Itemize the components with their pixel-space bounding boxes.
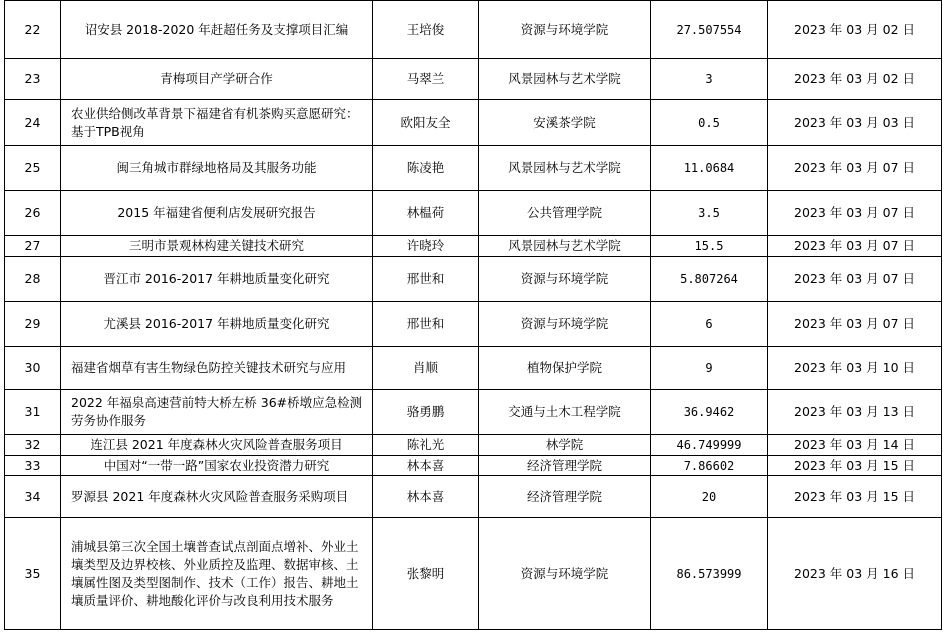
- table-row: [5, 456, 942, 476]
- table-row: [5, 59, 942, 100]
- date: 2023 年 03 月 07 日: [768, 191, 942, 236]
- project-title: 诏安县 2018-2020 年赶超任务及支撑项目汇编: [61, 1, 373, 59]
- college: 安溪茶学院: [479, 100, 651, 146]
- date: 2023 年 03 月 07 日: [768, 146, 942, 191]
- project-leader: 林本喜: [373, 476, 479, 518]
- amount: 3: [651, 59, 768, 100]
- row-number: 31: [5, 390, 61, 435]
- project-leader: 欧阳友全: [373, 100, 479, 146]
- amount: 46.749999: [651, 435, 768, 456]
- college: 资源与环境学院: [479, 302, 651, 347]
- project-title: 福建省烟草有害生物绿色防控关键技术研究与应用: [61, 347, 373, 390]
- project-title: 晋江市 2016-2017 年耕地质量变化研究: [61, 257, 373, 302]
- row-number: 27: [5, 236, 61, 257]
- table-row: [5, 302, 942, 347]
- row-number: 30: [5, 347, 61, 390]
- amount: 9: [651, 347, 768, 390]
- project-title: 2022 年福泉高速营前特大桥左桥 36#桥墩应急检测劳务协作服务: [61, 390, 373, 435]
- college: 资源与环境学院: [479, 257, 651, 302]
- project-leader: 林榅荷: [373, 191, 479, 236]
- college: 植物保护学院: [479, 347, 651, 390]
- project-leader: 张黎明: [373, 518, 479, 630]
- amount: 20: [651, 476, 768, 518]
- amount: 36.9462: [651, 390, 768, 435]
- project-title: 浦城县第三次全国土壤普查试点剖面点增补、外业土壤类型及边界校核、外业质控及监理、数据审核、土壤属性图及类型图制作、技术（工作）报告、耕地土壤质量评价、耕地酸化评价与改良利用技术服务: [61, 518, 373, 630]
- date: 2023 年 03 月 10 日: [768, 347, 942, 390]
- date: 2023 年 03 月 07 日: [768, 236, 942, 257]
- project-title: 青梅项目产学研合作: [61, 59, 373, 100]
- amount: 15.5: [651, 236, 768, 257]
- table-row: [5, 191, 942, 236]
- project-title: 罗源县 2021 年度森林火灾风险普查服务采购项目: [61, 476, 373, 518]
- college: 风景园林与艺术学院: [479, 59, 651, 100]
- row-number: 34: [5, 476, 61, 518]
- row-number: 33: [5, 456, 61, 476]
- amount: 6: [651, 302, 768, 347]
- project-title: 三明市景观林构建关键技术研究: [61, 236, 373, 257]
- table-row: [5, 476, 942, 518]
- date: 2023 年 03 月 02 日: [768, 1, 942, 59]
- project-leader: 林本喜: [373, 456, 479, 476]
- amount: 5.807264: [651, 257, 768, 302]
- college: 公共管理学院: [479, 191, 651, 236]
- table-row: [5, 390, 942, 435]
- amount: 11.0684: [651, 146, 768, 191]
- project-title: 中国对“一带一路”国家农业投资潜力研究: [61, 456, 373, 476]
- project-table: [4, 0, 942, 630]
- date: 2023 年 03 月 13 日: [768, 390, 942, 435]
- college: 经济管理学院: [479, 476, 651, 518]
- project-leader: 王培俊: [373, 1, 479, 59]
- date: 2023 年 03 月 03 日: [768, 100, 942, 146]
- table-row: [5, 236, 942, 257]
- amount: 7.86602: [651, 456, 768, 476]
- date: 2023 年 03 月 07 日: [768, 302, 942, 347]
- college: 资源与环境学院: [479, 518, 651, 630]
- date: 2023 年 03 月 14 日: [768, 435, 942, 456]
- table-row: [5, 518, 942, 630]
- date: 2023 年 03 月 16 日: [768, 518, 942, 630]
- project-leader: 陈礼光: [373, 435, 479, 456]
- college: 经济管理学院: [479, 456, 651, 476]
- row-number: 23: [5, 59, 61, 100]
- row-number: 22: [5, 1, 61, 59]
- row-number: 32: [5, 435, 61, 456]
- project-title: 闽三角城市群绿地格局及其服务功能: [61, 146, 373, 191]
- college: 林学院: [479, 435, 651, 456]
- amount: 27.507554: [651, 1, 768, 59]
- row-number: 24: [5, 100, 61, 146]
- table-row: [5, 100, 942, 146]
- project-title: 连江县 2021 年度森林火灾风险普查服务项目: [61, 435, 373, 456]
- project-leader: 肖顺: [373, 347, 479, 390]
- college: 交通与土木工程学院: [479, 390, 651, 435]
- project-leader: 马翠兰: [373, 59, 479, 100]
- project-title: 农业供给侧改革背景下福建省有机茶购买意愿研究：基于TPB视角: [61, 100, 373, 146]
- row-number: 25: [5, 146, 61, 191]
- table-row: [5, 1, 942, 59]
- date: 2023 年 03 月 02 日: [768, 59, 942, 100]
- date: 2023 年 03 月 15 日: [768, 476, 942, 518]
- college: 风景园林与艺术学院: [479, 146, 651, 191]
- project-leader: 邢世和: [373, 257, 479, 302]
- table-row: [5, 146, 942, 191]
- project-leader: 邢世和: [373, 302, 479, 347]
- project-leader: 骆勇鹏: [373, 390, 479, 435]
- row-number: 29: [5, 302, 61, 347]
- project-leader: 许晓玲: [373, 236, 479, 257]
- row-number: 28: [5, 257, 61, 302]
- college: 资源与环境学院: [479, 1, 651, 59]
- date: 2023 年 03 月 07 日: [768, 257, 942, 302]
- row-number: 26: [5, 191, 61, 236]
- table-row: [5, 435, 942, 456]
- project-title: 2015 年福建省便利店发展研究报告: [61, 191, 373, 236]
- amount: 3.5: [651, 191, 768, 236]
- project-leader: 陈凌艳: [373, 146, 479, 191]
- college: 风景园林与艺术学院: [479, 236, 651, 257]
- row-number: 35: [5, 518, 61, 630]
- amount: 0.5: [651, 100, 768, 146]
- table-row: [5, 347, 942, 390]
- table-row: [5, 257, 942, 302]
- amount: 86.573999: [651, 518, 768, 630]
- date: 2023 年 03 月 15 日: [768, 456, 942, 476]
- project-title: 尤溪县 2016-2017 年耕地质量变化研究: [61, 302, 373, 347]
